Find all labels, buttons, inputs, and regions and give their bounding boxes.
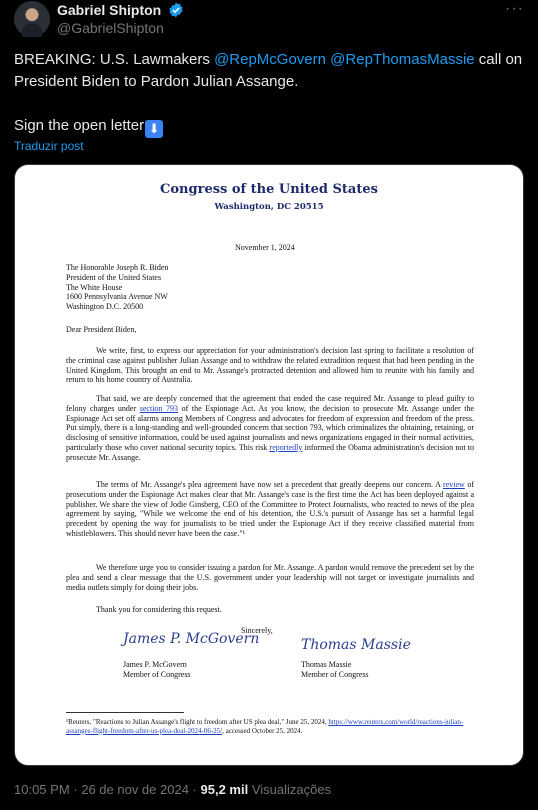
post-metadata	[14, 782, 331, 797]
tweet-text	[14, 49, 526, 138]
signer-title: Member of Congress	[123, 669, 191, 679]
address-line: President of the United States	[66, 272, 162, 282]
closing: Sincerely,	[241, 626, 273, 635]
address-line: The White House	[66, 282, 123, 292]
mention-link[interactable]: @RepThomasMassie	[330, 51, 475, 68]
paragraph-text: The terms of Mr. Assange's plea agreement have now set a precedent that greatly deepens our concern. A	[96, 480, 444, 489]
paragraph-text: That said, we are deeply concerned that the agreement that ended the case required Mr. Assange to plead guilty to felony charges under	[66, 394, 474, 413]
tweet-text-part: call on President Biden to Pardon Julian Assange.	[14, 51, 523, 90]
attached-image[interactable]	[14, 164, 524, 766]
author-avatar[interactable]	[14, 1, 50, 37]
mention-link[interactable]: @RepMcGovern	[214, 51, 326, 68]
letter-paragraph-1	[66, 346, 474, 385]
footnote-link: https://www.reuters.com/world/reactions-julian-assanges-flight-freedom-after-us-plea-deal-2024-06-25/	[66, 718, 464, 735]
signer-name: James P. McGovern	[123, 660, 187, 669]
signer-block-1	[123, 660, 191, 680]
paragraph-text: We write, first, to express our appreciation for your administration's decision last spring to facilitate a resolution of the criminal case against publisher Julian Assange and to withdraw the related extradition request that had been pending in the United Kingdom. This brought an end to Mr. Assange's protracted detention and allowed him to reunite with his family and return to his home country of Australia.	[66, 346, 474, 385]
footnote-text: ¹Reuters, "Reactions to Julian Assange's flight to freedom after US plea deal," June 25, 2024,	[66, 718, 327, 726]
footnote-divider	[66, 712, 184, 713]
views-label: Visualizações	[248, 782, 332, 797]
post-time[interactable]: 10:05 PM	[14, 782, 70, 797]
tweet-text-part: Sign the open letter	[14, 117, 145, 134]
translate-post-link[interactable]: Traduzir post	[14, 139, 84, 153]
letter-paragraph-3	[66, 480, 474, 539]
salutation: Dear President Biden,	[66, 325, 137, 334]
paragraph-text: Thank you for considering this request.	[96, 605, 222, 614]
view-count: 95,2 mil	[200, 782, 249, 797]
letter-date: November 1, 2024	[235, 243, 295, 252]
more-options-icon[interactable]: ···	[505, 0, 524, 17]
inline-link: section 793	[139, 403, 179, 413]
tweet-text-part: BREAKING: U.S. Lawmakers	[14, 51, 215, 68]
signer-title: Member of Congress	[301, 669, 369, 679]
letter-document	[15, 165, 523, 765]
footnote-text: , accessed October 25, 2024.	[222, 726, 303, 735]
inline-link: review	[443, 480, 465, 489]
author-name-text[interactable]: Gabriel Shipton	[57, 2, 162, 18]
separator: ·	[69, 782, 82, 797]
letterhead-subtitle: Washington, DC 20515	[214, 202, 324, 212]
address-line: 1600 Pennsylvania Avenue NW	[66, 292, 168, 302]
recipient-address	[66, 263, 168, 312]
post-date[interactable]: 26 de nov de 2024	[81, 782, 189, 797]
footnote	[66, 718, 476, 735]
signer-block-2	[301, 660, 369, 680]
paragraph-text: informed the Obama administration's decision not to prosecute Mr. Assange.	[66, 442, 474, 462]
signer-name: Thomas Massie	[301, 660, 352, 669]
down-arrow-emoji-icon: ⬇	[145, 120, 163, 138]
address-line: The Honorable Joseph R. Biden	[66, 263, 169, 272]
paragraph-text: of prosecutions under the Espionage Act makes clear that Mr. Assange's case is the first time the Act has been deployed against a publisher. We share the view of Jodie Ginsberg, CEO of the Committee to Protect Journalists, who reacted to news of the plea agreement by saying, "While we welcome the end of his detention, the U.S.'s pursuit of Assange has set a harmful legal precedent by opening the way for journalists to be tried under the Espionage Act if they receive classified material from whistleblowers. This should never have been the case."¹	[66, 480, 474, 538]
letterhead-title: Congress of the United States	[160, 182, 378, 197]
address-line: Washington D.C. 20500	[66, 302, 144, 312]
handwritten-signature-mcgovern: James P. McGovern	[123, 631, 260, 647]
separator: ·	[188, 782, 201, 797]
inline-link: reportedly	[269, 442, 303, 452]
paragraph-text: of the Espionage Act. As you know, the decision to prosecute Mr. Assange under the Espionage Act set off alarms among Members of Congress and advocates for freedom of expression and freedom of the press. Put simply, there is a long-standing and well-grounded concern that section 793, which criminalizes the obtaining, retaining, or disclosing of sensitive information, could be used against journalists and news organizations engaged in their normal activities, particularly those who cover national security topics. This risk	[66, 403, 475, 452]
author-name[interactable]	[57, 2, 184, 18]
letter-paragraph-5	[66, 605, 474, 615]
author-handle[interactable]: @GabrielShipton	[57, 20, 164, 36]
letter-paragraph-4	[66, 563, 474, 592]
verified-badge-icon	[168, 2, 184, 18]
handwritten-signature-massie: Thomas Massie	[301, 637, 411, 653]
letter-paragraph-2	[66, 394, 474, 463]
paragraph-text: We therefore urge you to consider issuing a pardon for Mr. Assange. A pardon would remove the precedent set by the plea and send a clear message that the U.S. government under your leadership will not target or investigate journalists and media outlets simply for doing their jobs.	[66, 563, 474, 592]
